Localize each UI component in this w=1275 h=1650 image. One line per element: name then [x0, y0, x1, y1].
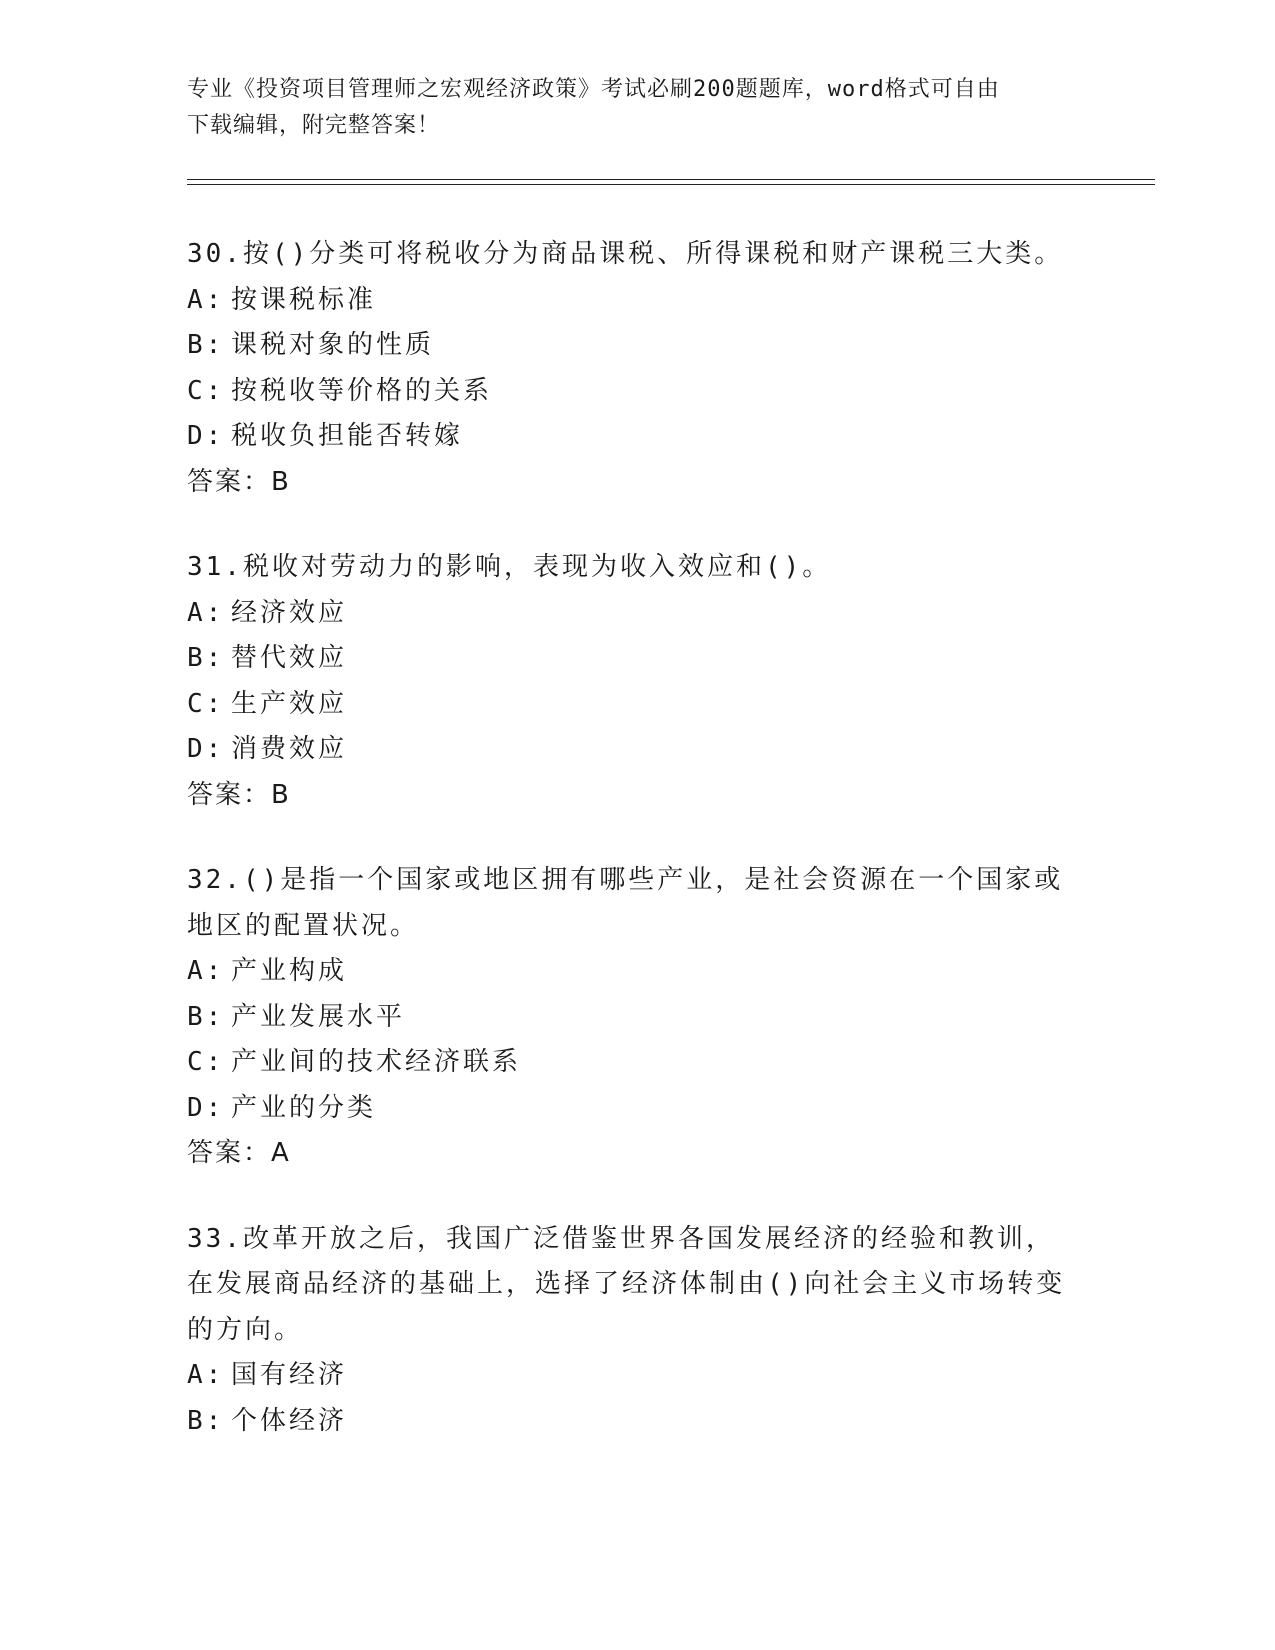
option-a	[187, 949, 1087, 995]
option-key: D:	[187, 421, 225, 451]
option-text: 产业间的技术经济联系	[231, 1047, 522, 1077]
option-key: D:	[187, 734, 225, 764]
option-c	[187, 369, 1087, 415]
option-key: A:	[187, 1360, 225, 1390]
option-b	[187, 323, 1087, 369]
option-text: 产业发展水平	[231, 1001, 406, 1032]
answer-line: 答案：B	[187, 466, 291, 497]
option-d	[187, 1086, 1087, 1132]
option-text: 消费效应	[231, 734, 348, 764]
option-text: 产业的分类	[231, 1092, 377, 1123]
question-32	[187, 858, 1087, 1177]
option-key: B:	[187, 1405, 225, 1436]
header-line-2: 下载编辑，附完整答案！	[187, 113, 441, 138]
option-key: B:	[187, 1001, 225, 1032]
option-b	[187, 636, 1087, 682]
option-key: B:	[187, 330, 225, 360]
option-text: 产业构成	[231, 956, 348, 986]
answer-line: 答案：A	[187, 1138, 291, 1168]
document-header	[187, 72, 1067, 144]
option-text: 按课税标准	[231, 284, 377, 315]
option-key: C:	[187, 375, 225, 406]
question-list	[187, 232, 1087, 1484]
option-text: 国有经济	[231, 1360, 348, 1390]
option-key: A:	[187, 284, 225, 315]
option-key: C:	[187, 1047, 225, 1077]
header-line-1: 专业《投资项目管理师之宏观经济政策》考试必刷200题题库，word格式可自由	[187, 77, 1000, 102]
option-d	[187, 727, 1087, 773]
option-key: D:	[187, 1092, 225, 1123]
option-text: 课税对象的性质	[231, 330, 435, 360]
option-key: C:	[187, 688, 225, 719]
option-a	[187, 278, 1087, 324]
question-30	[187, 232, 1087, 505]
option-text: 税收负担能否转嫁	[231, 421, 464, 451]
option-d	[187, 414, 1087, 460]
option-key: A:	[187, 597, 225, 628]
header-divider-bottom	[187, 184, 1155, 185]
question-stem: 32.()是指一个国家或地区拥有哪些产业，是社会资源在一个国家或地区的配置状况。	[187, 865, 1064, 941]
option-text: 生产效应	[231, 688, 348, 719]
question-33	[187, 1217, 1087, 1445]
option-c	[187, 1040, 1087, 1086]
option-text: 经济效应	[231, 597, 348, 628]
option-c	[187, 682, 1087, 728]
question-stem: 30.按()分类可将税收分为商品课税、所得课税和财产课税三大类。	[187, 239, 1064, 269]
option-key: A:	[187, 956, 225, 986]
option-text: 按税收等价格的关系	[231, 375, 493, 406]
question-31	[187, 545, 1087, 818]
option-a	[187, 1353, 1087, 1399]
option-text: 个体经济	[231, 1405, 348, 1436]
option-text: 替代效应	[231, 643, 348, 673]
option-a	[187, 591, 1087, 637]
option-b	[187, 995, 1087, 1041]
option-b	[187, 1399, 1087, 1445]
answer-line: 答案：B	[187, 779, 291, 810]
question-stem: 31.税收对劳动力的影响，表现为收入效应和()。	[187, 552, 832, 582]
question-stem: 33.改革开放之后，我国广泛借鉴世界各国发展经济的经验和教训，在发展商品经济的基础上，选择了经济体制由()向社会主义市场转变的方向。	[187, 1223, 1066, 1345]
option-key: B:	[187, 643, 225, 673]
header-divider-top	[187, 179, 1155, 180]
